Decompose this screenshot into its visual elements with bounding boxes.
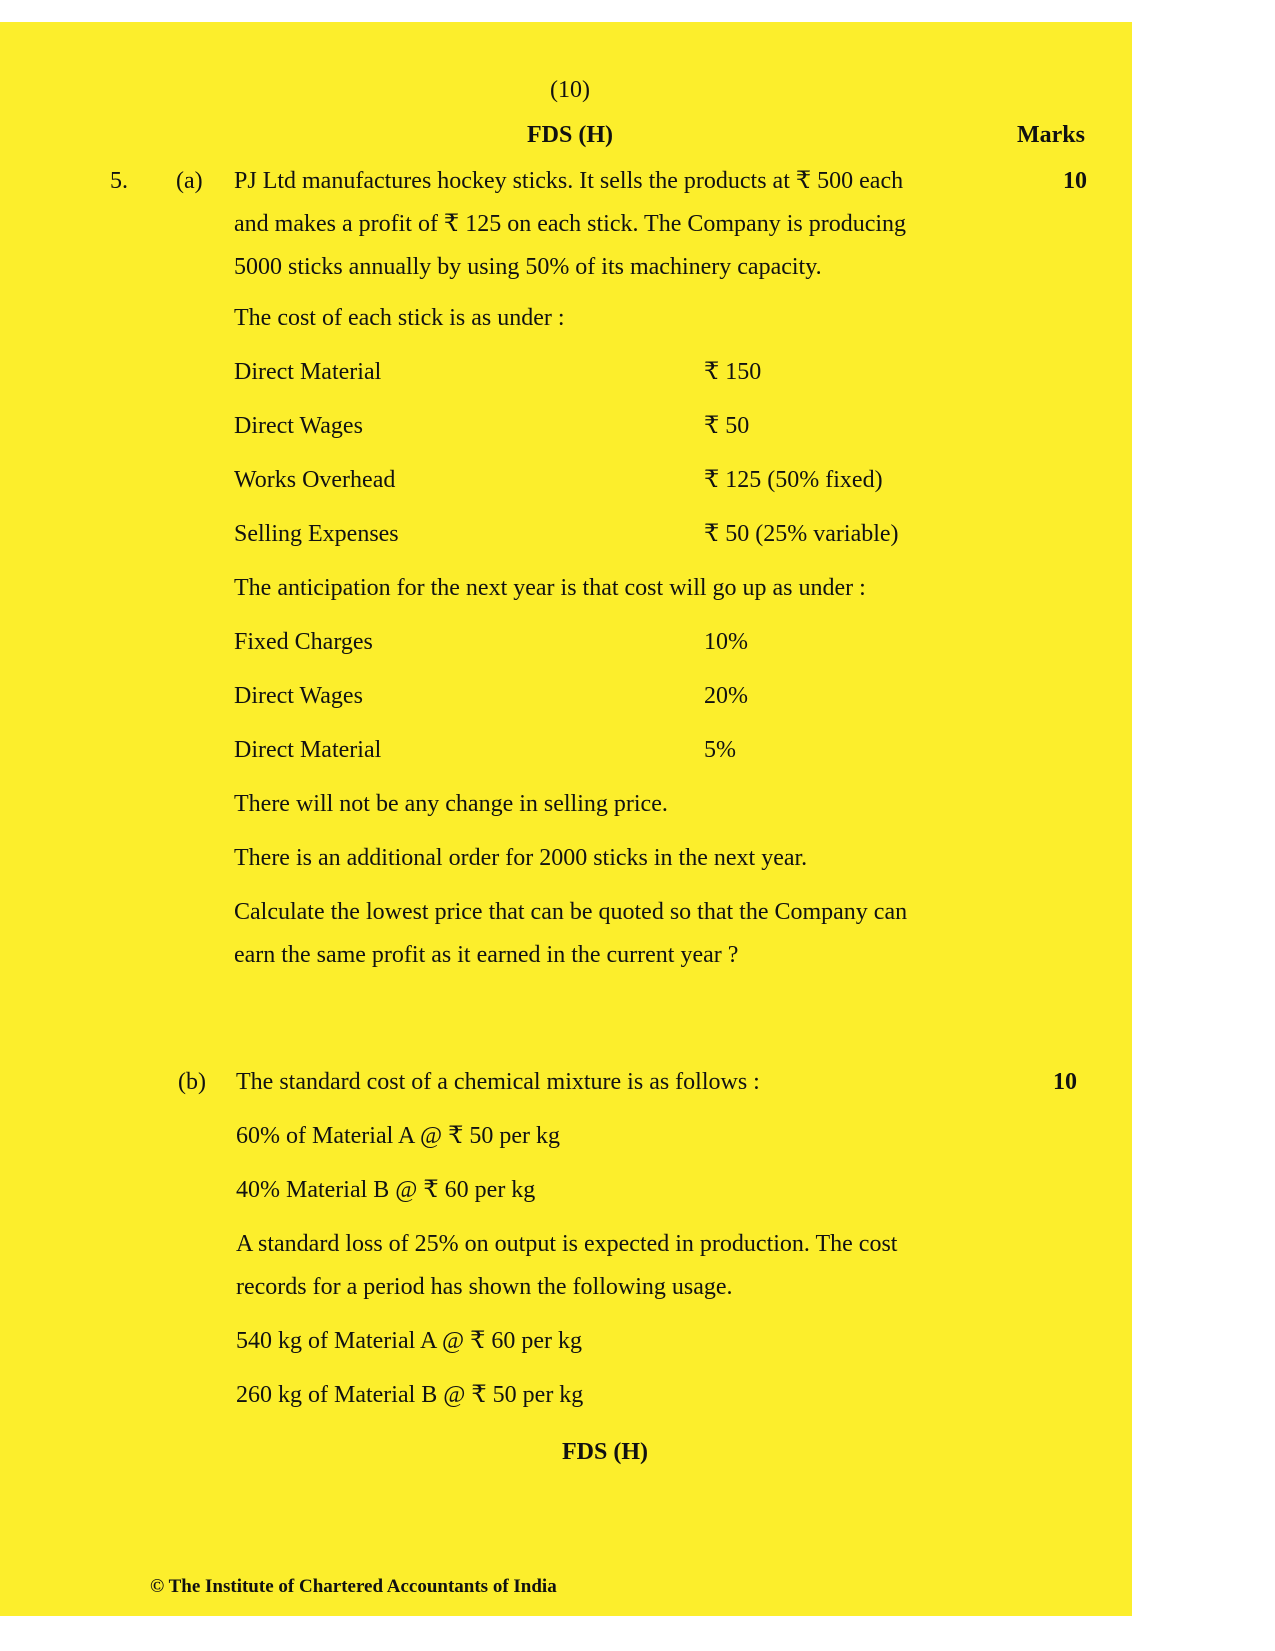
anticipation-heading: The anticipation for the next year is that cost will go up as under : [234,575,866,601]
loss-line: records for a period has shown the following usage. [236,1274,733,1300]
cost-item-value: ₹ 50 (25% variable) [704,521,899,547]
cost-item-value: ₹ 150 [704,359,762,385]
cost-heading: The cost of each stick is as under : [234,305,565,331]
increase-item-label: Direct Wages [234,683,363,709]
cost-item-value: ₹ 50 [704,413,750,439]
usage-item: 260 kg of Material B @ ₹ 50 per kg [236,1382,584,1408]
part-a-label: (a) [176,168,203,194]
part-b-label: (b) [178,1069,206,1095]
cost-item-label: Direct Wages [234,413,363,439]
intro-line: and makes a profit of ₹ 125 on each stick. The Company is producing [234,211,907,237]
loss-line: A standard loss of 25% on output is expected in production. The cost [236,1231,898,1257]
cost-item-label: Selling Expenses [234,521,399,547]
intro-line: PJ Ltd manufactures hockey sticks. It sells the products at ₹ 500 each [234,168,904,194]
page-number: (10) [550,77,590,103]
part-b-marks: 10 [1053,1069,1077,1095]
cost-item-label: Direct Material [234,359,382,385]
paper-code: FDS (H) [527,122,613,148]
cost-item-value: ₹ 125 (50% fixed) [704,467,883,493]
increase-item-label: Direct Material [234,737,382,763]
increase-item-value: 10% [704,629,748,655]
standard-item: 40% Material B @ ₹ 60 per kg [236,1177,536,1203]
note: There will not be any change in selling price. [234,791,668,817]
question-number: 5. [110,168,128,194]
part-a-marks: 10 [1063,168,1087,194]
intro-line: 5000 sticks annually by using 50% of its machinery capacity. [234,254,822,280]
usage-item: 540 kg of Material A @ ₹ 60 per kg [236,1328,582,1354]
increase-item-label: Fixed Charges [234,629,373,655]
copyright-notice: © The Institute of Chartered Accountants of India [150,1576,557,1597]
footer-paper-code: FDS (H) [562,1439,648,1465]
part-b-heading: The standard cost of a chemical mixture is as follows : [236,1069,760,1095]
increase-item-value: 5% [704,737,736,763]
increase-item-value: 20% [704,683,748,709]
question-line: Calculate the lowest price that can be quoted so that the Company can [234,899,908,925]
question-line: earn the same profit as it earned in the current year ? [234,942,739,968]
standard-item: 60% of Material A @ ₹ 50 per kg [236,1123,560,1149]
cost-item-label: Works Overhead [234,467,396,493]
marks-heading: Marks [1017,122,1085,148]
note: There is an additional order for 2000 sticks in the next year. [234,845,808,871]
